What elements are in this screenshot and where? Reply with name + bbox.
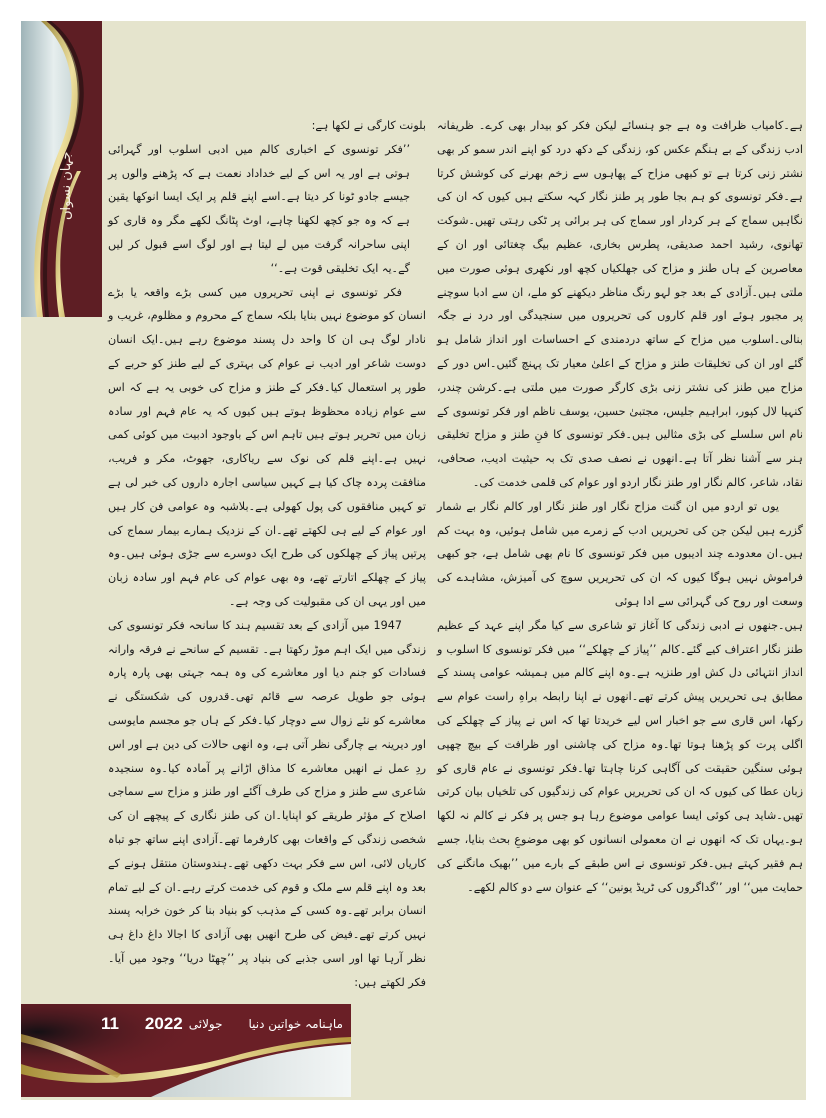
paragraph: ہیں۔جنھوں نے ادبی زندگی کا آغاز تو شاعری سے کیا مگر اپنے عہد کے عظیم طنز نگار اعتراف کیے گئے۔کالم ’’پیاز کے چھلکے‘‘ میں فکر تونسوی کا اسلوب و انداز انتہائی دل کش اور طنزیہ ہے۔وہ اپنے کالم میں ہمیشہ عوامی پسند کے مطابق ہی تحریریں پیش کرتے تھے۔انھوں نے اپنا رابطہ براہِ راست عوام سے رکھا، اس قاری سے جو اخبار اس لیے خریدتا تھا کہ اس نے پیاز کے چھلکے کی اگلی پرت کو پڑھنا ہوتا تھا۔وہ مزاح کی چاشنی اور ظرافت کے بیچ چھپی ہوئی سنگین حقیقت کی آگاہی کرنا چاہتا تھا۔فکر تونسوی نے عام قاری کو زبان عطا کی کیوں کہ ان کی تحریریں عوام کی زندگیوں کی تلخیاں بیان کرتی تھیں۔شاید ہی کوئی ایسا عوامی موضوع رہا ہو جس پر فکر نے کالم نہ لکھا ہو۔یہاں تک کہ انھوں نے ان معمولی انسانوں کو بھی موضوعِ بحث بنایا، جسے ہم فقیر کہتے ہیں۔فکر تونسوی نے اس طبقے کے بارے میں ’’بھیک مانگنے کی حمایت میں‘‘ اور ’’گداگروں کی ٹریڈ یونین‘‘ کے عنوان سے دو کالم لکھے۔ xyxy=(437,618,803,894)
footer-row xyxy=(101,1012,343,1036)
side-banner xyxy=(21,21,102,317)
paragraph: ہے۔کامیاب ظرافت وہ ہے جو ہنسائے لیکن فکر کو بیدار بھی کرے۔ ظریفانہ ادب زندگی کے بے ہنگم عکس کو، زندگی کے دکھ درد کو اپنے اندر سمو کر بھی نشتر زنی کرتا ہے تو کبھی مزاح کے پھاہوں سے زخم بھرنے کی کوشش کرتا ہے۔فکر تونسوی کو ہم بجا طور پر طنز نگار کہہ سکتے ہیں کیوں کہ ان کی نگاہیں سماج کے ہر کردار اور سماج کی ہر برائی پر ٹکی رہتی تھیں۔شوکت تھانوی، رشید احمد صدیقی، پطرس بخاری، عظیم بیگ چغتائی اور ان کے معاصرین کے ہاں طنز و مزاح کی جھلکیاں کچھ اور نکھری ہوئی صورت میں ملتی ہیں۔آزادی کے بعد جو لہو رنگ مناظر دیکھنے کو ملے، ان سے ادبا سوچنے پر مجبور ہوئے اور قلم کاروں کی تحریروں میں سنجیدگی اور درد نے جگہ بنالی۔اسلوب میں مزاح کے ساتھ دردمندی کے احساسات اور انداز شامل ہو گئے اور ان کی تخلیقات طنز و مزاح کے اعلیٰ معیار تک پہنچ گئیں۔اس دور کے مزاح میں طنز کی نشتر زنی بڑی کارگر صورت میں ملتی ہے۔کرشن چندر، کنہیا لال کپور، ابراہیم جلیس، مجتبیٰ حسین، یوسف ناظم اور فکر تونسوی کے نام اس سلسلے کی بڑی مثالیں ہیں۔فکر تونسوی کا فنِ طنز و مزاح تخلیقی ہنر سے آشنا نظر آتا ہے۔انھوں نے نصف صدی تک بہ حیثیت ادیب، صحافی، نقاد، شاعر، کالم نگار اور طنز نگار اردو اور عوام کی قلمی خدمت کی۔ xyxy=(437,119,803,489)
page-number: 11 xyxy=(101,1014,119,1033)
magazine-vertical-title: جہان نسواں xyxy=(59,151,74,221)
left-column xyxy=(108,114,426,994)
issue-date xyxy=(145,1013,223,1035)
right-column xyxy=(437,114,803,899)
issue-month: جولائی xyxy=(188,1017,223,1031)
block-quote: ’’فکر تونسوی کے اخباری کالم میں ادبی اسلوب اور گہرائی ہوتی ہے اور یہ اس کے لیے خداداد نعمت ہے کہ پڑھنے والوں پر جیسے جادو ٹونا کر دیتا ہے۔اسے اپنے قلم پر ایک ایسا انوکھا یقین ہے کہ وہ جو کچھ لکھنا چاہے، اوٹ پٹانگ لکھے مگر وہ قاری کو اپنی ساحرانہ گرفت میں لے لیتا ہے اور لوگ اسے قبول کر لیں گے۔یہ ایک تخلیقی قوت ہے۔‘‘ xyxy=(108,142,410,275)
paragraph: 1947 میں آزادی کے بعد تقسیم ہند کا سانحہ فکر تونسوی کی زندگی میں ایک اہم موڑ رکھتا ہے۔ تقسیم کے سانحے نے فرقہ وارانہ فسادات کو جنم دیا اور معاشرے کی وہ ہمہ جہتی بھی پارہ پارہ ہوئی جو طویل عرصہ سے قائم تھی۔قدروں کی شکستگی نے معاشرے کو نئے زوال سے دوچار کیا۔فکر کے ہاں جو مجسم مایوسی اور دیرینہ بے چارگی نظر آتی ہے، وہ انھی حالات کی دین ہے اور اس ردِ عمل نے انھیں معاشرے کا مذاق اڑانے پر آمادہ کیا۔وہ سنجیدہ شاعری سے طنز و مزاح کی طرف آگئے اور طنز و مزاح سے سماجی اصلاح کے مؤثر طریقے کو اپنایا۔ان کی طنز نگاری کے پیچھے ان کی شخصی زندگی کے واقعات بھی کارفرما تھے۔آزادی اپنے ساتھ جو تباہ کاریاں لائی، اس سے فکر بہت دکھی تھے۔ہندوستان منتقل ہونے کے بعد وہ اپنے قلم سے ملک و قوم کی خدمت کرتے رہے۔ان کے لیے تمام انسان برابر تھے۔وہ کسی کے مذہب کو بنیاد بنا کر خون خرابہ پسند نہیں کرتے تھے۔فیض کی طرح انھیں بھی آزادی کا اجالا داغ داغ ہی نظر آرہا تھا اور اسی جذبے کی بنیاد پر ’’چھٹا دریا‘‘ وجود میں آیا۔فکر لکھتے ہیں: xyxy=(108,618,426,989)
paragraph: یوں تو اردو میں ان گنت مزاح نگار اور طنز نگار اور کالم نگار بے شمار گزرے ہیں لیکن جن کی تحریریں ادب کے زمرے میں شامل ہوئیں، وہ بہت کم ہیں۔ان معدودے چند ادیبوں میں فکر تونسوی کا نام بھی شامل ہے، جو کبھی فراموش نہیں ہوگا کیوں کہ ان کی تحریریں سوچ کی آمیزش، مشاہدے کی وسعت اور روح کی گہرائی سے ادا ہوئی xyxy=(437,499,803,608)
quote-intro: بلونت کارگی نے لکھا ہے: xyxy=(311,119,426,132)
footer-banner xyxy=(21,1004,351,1097)
magazine-name: ماہنامہ خواتین دنیا xyxy=(248,1017,343,1031)
paragraph: فکر تونسوی نے اپنی تحریروں میں کسی بڑے واقعہ یا بڑے انسان کو موضوع نہیں بنایا بلکہ سماج کے محروم و مظلوم، غریب و نادار لوگ ہی ان کا واحد دل پسند موضوع رہے ہیں۔ایک انسان دوست شاعر اور ادیب نے عوام کی بہتری کے لیے طنز کو حربے کے طور پر استعمال کیا۔فکر کے طنز و مزاح کی خوبی یہ ہے کہ اس سے عوام زیادہ محظوظ ہوتے ہیں کیوں کہ یہ عام فہم اور سادہ زبان میں تحریر ہوتے ہیں تاہم اس کے باوجود ادبیت میں کوئی کمی نہیں ہے۔اپنے قلم کی نوک سے ریاکاری، جھوٹ، مکر و فریب، منافقت پردہ چاک کیا ہے کہیں سیاسی اجارہ داروں کی خبر لی ہے تو کہیں منافقوں کی پول کھولی ہے۔بلاشبہ وہ عوامی فن کار ہیں اور عوام کے لیے ہی لکھتے تھے۔ان کے نزدیک ہمارے بیمار سماج کی پرتیں پیاز کے چھلکوں کی طرح ایک دوسرے سے جڑی ہوئی ہیں۔وہ پیاز کے چھلکے اتارتے تھے، وہ بھی عوام کی عام فہم اور سادہ زبان میں اور یہی ان کی مقبولیت کی وجہ ہے۔ xyxy=(108,285,426,608)
issue-year: 2022 xyxy=(144,1014,183,1033)
